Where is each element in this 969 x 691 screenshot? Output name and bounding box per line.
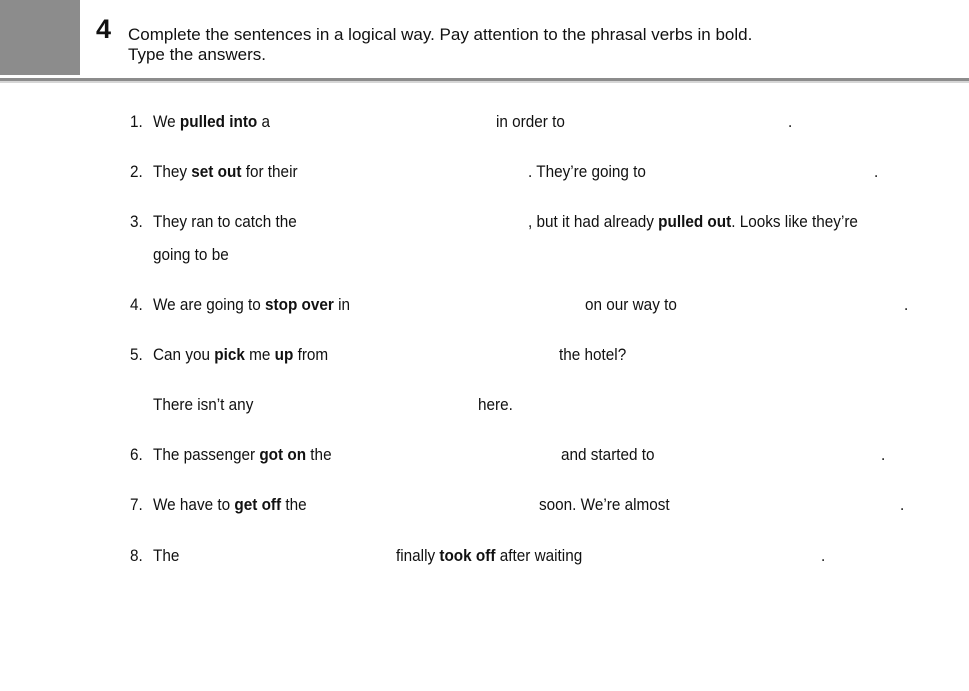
sentence-1-part-2: in order to bbox=[496, 112, 565, 131]
sentence-5-part-4: here. bbox=[478, 395, 513, 414]
instruction-line-2: Type the answers. bbox=[128, 45, 266, 64]
instruction-line-1: Complete the sentences in a logical way. Pay attention to the phrasal verbs in bold. bbox=[128, 25, 753, 44]
sentence-5-part-2: the hotel? bbox=[559, 345, 627, 364]
answer-blank-7b[interactable] bbox=[692, 495, 892, 515]
answer-blank-4a[interactable] bbox=[376, 295, 576, 315]
item-number-2: 2. bbox=[130, 162, 143, 181]
answer-blank-5a[interactable] bbox=[350, 345, 550, 365]
phrasal-verb-4: stop over bbox=[264, 295, 334, 314]
sentence-1-part-1: We pulled into a bbox=[153, 112, 271, 131]
phrasal-verb-2: set out bbox=[191, 162, 242, 181]
sentence-3-part-1: They ran to catch the bbox=[153, 212, 297, 231]
phrasal-verb-1: pulled into bbox=[179, 112, 258, 131]
phrasal-verb-8: took off bbox=[439, 546, 496, 565]
answer-blank-2b[interactable] bbox=[665, 162, 865, 182]
sentence-1-end: . bbox=[788, 112, 793, 131]
sentence-4-end: . bbox=[904, 295, 909, 314]
item-number-7: 7. bbox=[130, 495, 143, 514]
sentence-5-part-1: Can you pick me up from bbox=[153, 345, 329, 364]
exercise-number: 4 bbox=[96, 14, 112, 44]
answer-blank-1b[interactable] bbox=[580, 112, 780, 132]
answer-blank-1a[interactable] bbox=[287, 112, 487, 132]
answer-blank-6b[interactable] bbox=[672, 445, 872, 465]
sentence-2-end: . bbox=[874, 162, 879, 181]
sentence-6-end: . bbox=[881, 445, 886, 464]
sentence-4-part-1: We are going to stop over in bbox=[153, 295, 351, 314]
item-number-6: 6. bbox=[130, 445, 143, 464]
item-number-1: 1. bbox=[130, 112, 143, 131]
sentence-8-part-1: The bbox=[153, 546, 180, 565]
answer-blank-8b[interactable] bbox=[612, 546, 812, 566]
item-number-5: 5. bbox=[130, 345, 143, 364]
answer-blank-3a[interactable] bbox=[320, 212, 520, 232]
exercise-marker-block bbox=[0, 0, 80, 75]
sentence-3-part-2: , but it had already pulled out. Looks like they’re bbox=[528, 212, 858, 231]
answer-blank-3b[interactable] bbox=[245, 245, 445, 265]
sentence-6-part-2: and started to bbox=[561, 445, 655, 464]
answer-blank-2a[interactable] bbox=[320, 162, 520, 182]
sentence-7-part-1: We have to get off the bbox=[153, 495, 307, 514]
sentence-2-part-1: They set out for their bbox=[153, 162, 298, 181]
answer-blank-5b[interactable] bbox=[270, 395, 470, 415]
phrasal-verb-3: pulled out bbox=[658, 212, 732, 231]
sentence-8-part-2: finally took off after waiting bbox=[396, 546, 583, 565]
phrasal-verb-5b: up bbox=[274, 345, 294, 364]
phrasal-verb-5a: pick bbox=[214, 345, 245, 364]
answer-blank-6a[interactable] bbox=[352, 445, 552, 465]
exercise-header bbox=[0, 0, 969, 84]
sentence-7-end: . bbox=[900, 495, 905, 514]
sentence-7-part-2: soon. We’re almost bbox=[539, 495, 670, 514]
sentence-4-part-2: on our way to bbox=[585, 295, 677, 314]
sentence-8-end: . bbox=[821, 546, 826, 565]
item-number-8: 8. bbox=[130, 546, 143, 565]
sentence-5-part-3: There isn’t any bbox=[153, 395, 254, 414]
header-divider-shadow bbox=[0, 81, 969, 83]
phrasal-verb-7: get off bbox=[234, 495, 282, 514]
sentence-2-part-2: . They’re going to bbox=[528, 162, 646, 181]
phrasal-verb-6: got on bbox=[259, 445, 307, 464]
item-number-4: 4. bbox=[130, 295, 143, 314]
item-number-3: 3. bbox=[130, 212, 143, 231]
answer-blank-4b[interactable] bbox=[695, 295, 895, 315]
sentence-3-part-3: going to be bbox=[153, 245, 229, 264]
answer-blank-8a[interactable] bbox=[188, 546, 388, 566]
answer-blank-7a[interactable] bbox=[330, 495, 530, 515]
exercise-instructions bbox=[128, 25, 752, 65]
sentence-6-part-1: The passenger got on the bbox=[153, 445, 332, 464]
